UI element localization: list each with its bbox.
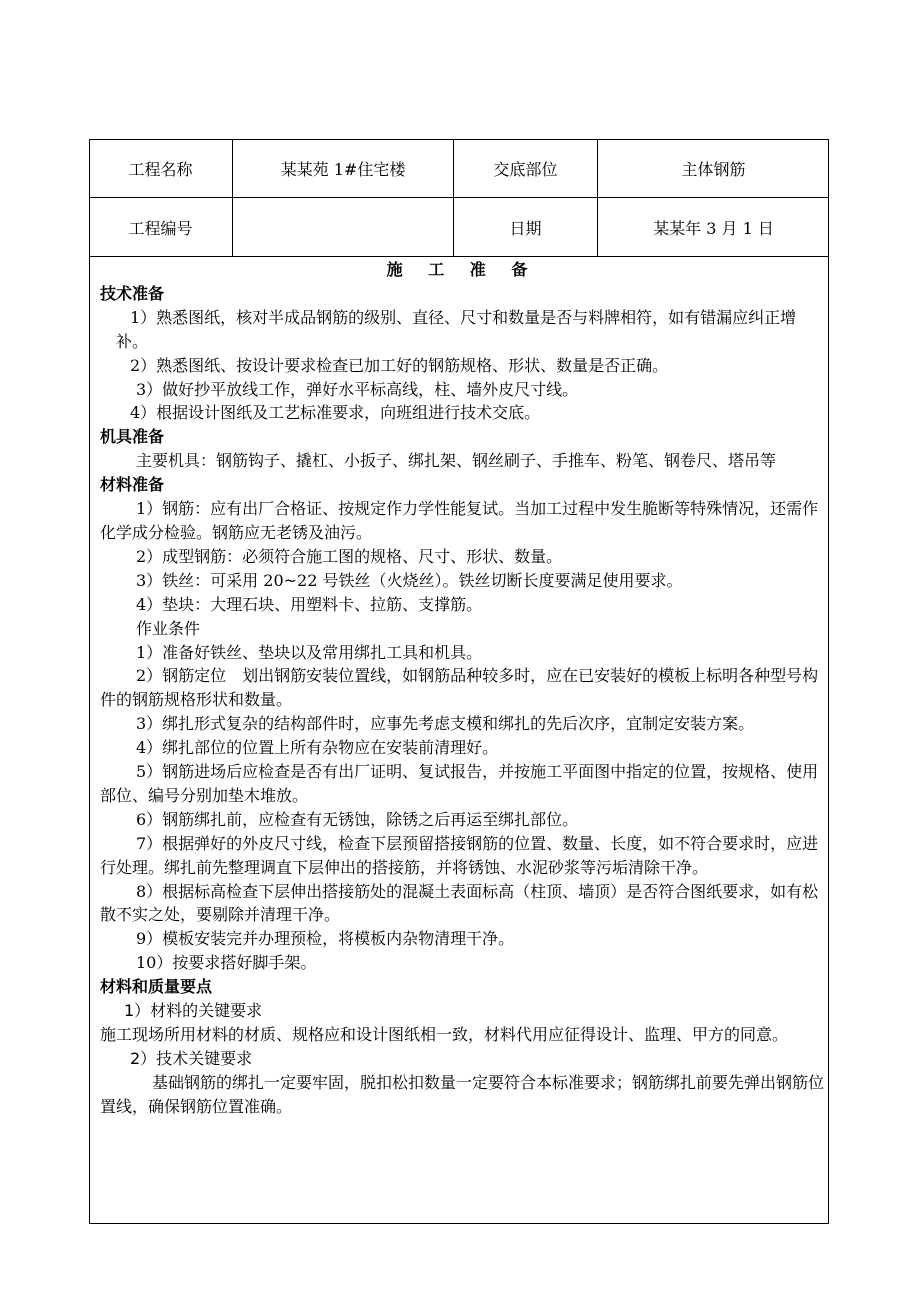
- tech-item: 3）做好抄平放线工作，弹好水平标高线，柱、墙外皮尺寸线。: [136, 379, 579, 399]
- date-value: 某某年 3 月 1 日: [598, 198, 830, 257]
- condition-item: 5）钢筋进场后应检查是否有出厂证明、复试报告，并按施工平面图中指定的位置，按规格、使用部位、编号分别加垫木堆放。: [100, 762, 819, 805]
- tech-heading: 技术准备: [100, 283, 165, 303]
- material-heading: 材料准备: [100, 475, 165, 495]
- condition-item: 9）模板安装完并办理预检，将模板内杂物清理干净。: [136, 929, 515, 949]
- condition-item: 1）准备好铁丝、垫块以及常用绑扎工具和机具。: [136, 642, 483, 662]
- condition-item: 8）根据标高检查下层伸出搭接筋处的混凝土表面标高（柱顶、墙顶）是否符合图纸要求，如有松散不实之处，要剔除并清理干净。: [100, 881, 819, 925]
- project-code-value: [233, 198, 454, 257]
- condition-item: 4）绑扎部位的位置上所有杂物应在安装前清理好。: [136, 738, 499, 758]
- part-label: 交底部位: [454, 139, 598, 198]
- condition-item: 6）钢筋绑扎前，应检查有无锈蚀，除锈之后再运至绑扎部位。: [136, 809, 579, 829]
- condition-item: 3）绑扎形式复杂的结构部件时，应事先考虑支模和绑扎的先后次序，宜制定安装方案。: [136, 714, 755, 734]
- quality-text: 基础钢筋的绑扎一定要牢固，脱扣松扣数量一定要符合本标准要求；钢筋绑扎前要先弹出钢筋位置线，确保钢筋位置准确。: [100, 1072, 825, 1116]
- date-label: 日期: [454, 198, 598, 257]
- tools-heading: 机具准备: [100, 427, 165, 447]
- project-header-table: [89, 139, 829, 257]
- material-item: 1）钢筋：应有出厂合格证、按规定作力学性能复试。当加工过程中发生脆断等特殊情况，还需作化学成分检验。钢筋应无老锈及油污。: [100, 499, 819, 542]
- condition-item: 2）钢筋定位 划出钢筋安装位置线，如钢筋品种较多时，应在已安装好的模板上标明各种型号构件的钢筋规格形状和数量。: [100, 666, 819, 710]
- material-item: 3）铁丝：可采用 20~22 号铁丝（火烧丝）。铁丝切断长度要满足使用要求。: [136, 570, 683, 590]
- quality-subheading: 2）技术关键要求: [130, 1048, 253, 1068]
- material-item: 2）成型钢筋：必须符合施工图的规格、尺寸、形状、数量。: [136, 546, 563, 566]
- quality-subheading: 1）材料的关键要求: [124, 1001, 263, 1021]
- condition-item: 7）根据弹好的外皮尺寸线，检查下层预留搭接钢筋的位置、数量、长度，如不符合要求时，应进行处理。绑扎前先整理调直下层伸出的搭接筋，并将锈蚀、水泥砂浆等污垢清除干净。: [100, 833, 819, 877]
- material-item: 4）垫块：大理石块、用塑料卡、拉筋、支撑筋。: [136, 594, 483, 614]
- tools-text: 主要机具：钢筋钩子、撬杠、小扳子、绑扎架、钢丝刷子、手推车、粉笔、钢卷尺、塔吊等: [136, 451, 777, 471]
- header-row-2: [89, 198, 829, 257]
- section-title: 施 工 准 备: [386, 260, 538, 279]
- part-value: 主体钢筋: [598, 139, 830, 198]
- project-name-value: 某某苑 1#住宅楼: [233, 139, 454, 198]
- tech-item: 1）熟悉图纸，核对半成品钢筋的级别、直径、尺寸和数量是否与料牌相符，如有错漏应纠正增补。: [116, 307, 797, 351]
- document-body: [100, 258, 824, 1119]
- project-code-label: 工程编号: [89, 198, 233, 257]
- condition-item: 10）按要求搭好脚手架。: [136, 953, 317, 973]
- quality-text: 施工现场所用材料的材质、规格应和设计图纸相一致，材料代用应征得设计、监理、甲方的同意。: [100, 1025, 789, 1044]
- header-row-1: [89, 139, 829, 198]
- conditions-title: 作业条件: [136, 618, 201, 638]
- tech-item: 2）熟悉图纸、按设计要求检查已加工好的钢筋规格、形状、数量是否正确。: [130, 355, 669, 375]
- project-name-label: 工程名称: [89, 139, 233, 198]
- quality-heading: 材料和质量要点: [100, 977, 213, 997]
- tech-item: 4）根据设计图纸及工艺标准要求，向班组进行技术交底。: [130, 403, 541, 423]
